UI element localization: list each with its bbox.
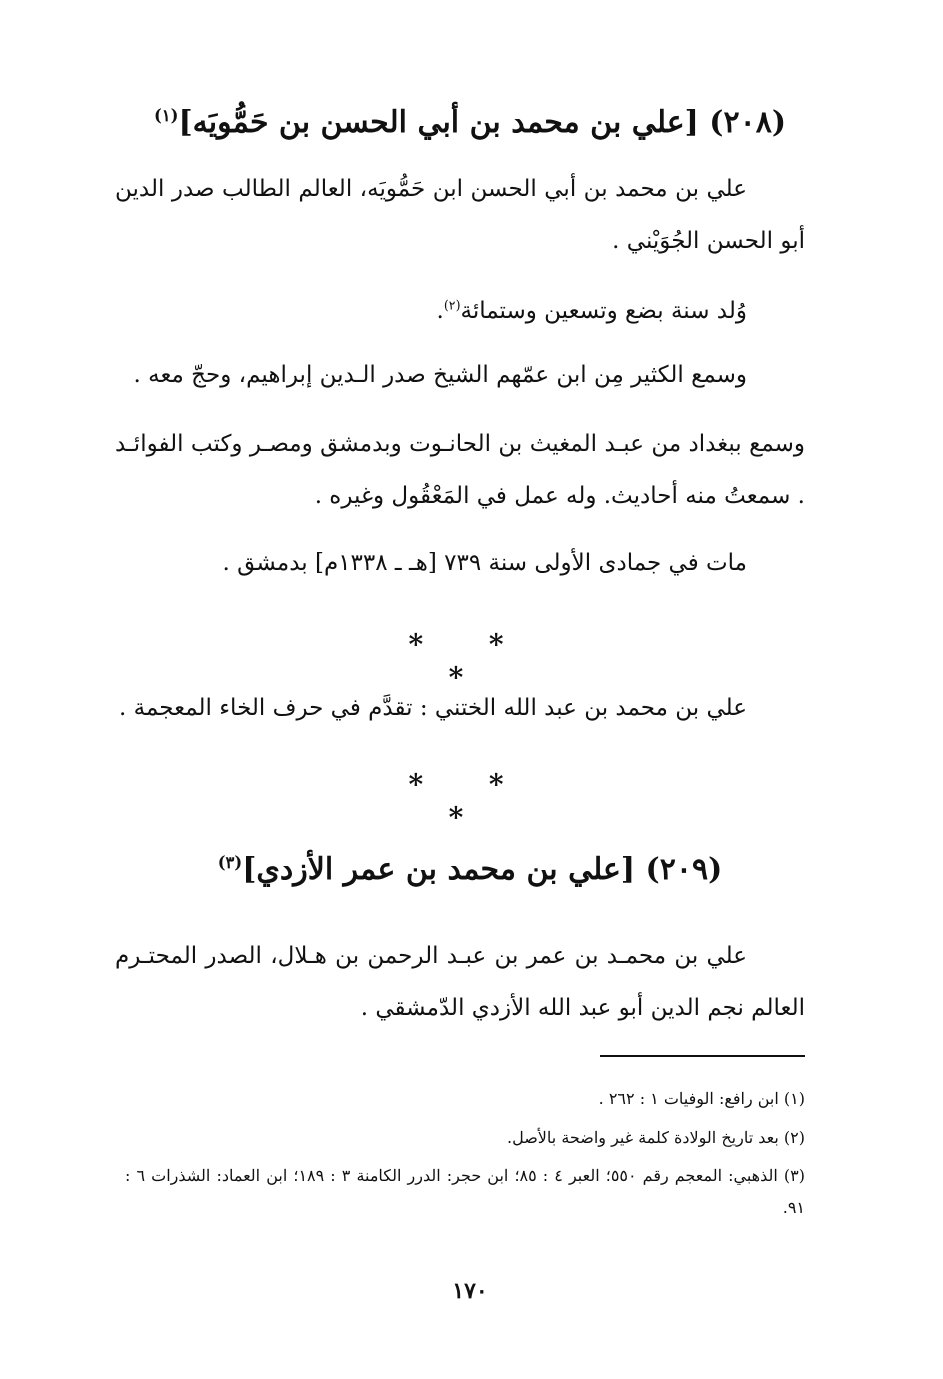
cross-reference: علي بن محمد بن عبد الله الختني : تقدَّم في حرف الخاء المعجمة . — [119, 695, 747, 721]
entry-209-heading-text: (٢٠٩) [علي بن محمد بن عمر الأزدي] — [242, 852, 723, 887]
footnote-3: (٣) الذهبي: المعجم رقم ٥٥٠؛ العبر ٤ : ٨٥؛ ابن حجر: الدرر الكامنة ٣ : ١٨٩؛ ابن العماد: الشذرات ٦ : ٩١. — [125, 1166, 805, 1217]
footnote-ref-2[interactable]: (٢) — [443, 297, 461, 313]
entry-208-paragraph-death: مات في جمادى الأولى سنة ٧٣٩ [هـ ـ ١٣٣٨م] بدمشق . — [222, 550, 747, 576]
entry-208-paragraph-birth — [115, 298, 805, 324]
footnote-ref-1[interactable]: (١) — [153, 106, 179, 125]
page-number: ١٧٠ — [452, 1278, 488, 1304]
section-separator: * * * — [408, 768, 532, 834]
entry-208-heading — [140, 105, 800, 140]
entry-208-paragraph-hearing: وسمع الكثير مِن ابن عمّهم الشيخ صدر الـدين إبراهيم، وحجّ معه . — [133, 362, 747, 388]
entry-209-heading — [140, 852, 800, 887]
birth-text: وُلد سنة بضع وتسعين وستمائة — [460, 298, 747, 324]
section-separator: * * * — [408, 628, 532, 694]
entry-208-paragraph-travels: وسمع ببغداد من عبـد المغيث بن الحانـوت وبدمشق ومصـر وكتب الفوائـد . سمعتُ منه أحاديث. وله عمل في المَعْقُول وغيره . — [115, 431, 805, 509]
footnote-divider — [600, 1055, 805, 1057]
footnote-ref-3[interactable]: (٣) — [217, 853, 243, 872]
footnote-2: (٢) بعد تاريخ الولادة كلمة غير واضحة بالأصل. — [507, 1128, 805, 1147]
entry-208-paragraph-name: علي بن محمد بن أبي الحسن ابن حَمُّويَه، العالم الطالب صدر الدين أبو الحسن الجُوَيْني . — [115, 176, 805, 254]
entry-208-heading-text: (٢٠٨) [علي بن محمد بن أبي الحسن بن حَمُّويَه] — [178, 105, 787, 140]
footnote-1: (١) ابن رافع: الوفيات ١ : ٢٦٢ . — [598, 1089, 805, 1108]
entry-209-paragraph-name: علي بن محمـد بن عمر بن عبـد الرحمن بن هـلال، الصدر المحتـرم العالم نجم الدين أبو عبد الله الأزدي الدّمشقي . — [115, 943, 805, 1021]
birth-end: . — [436, 298, 444, 324]
